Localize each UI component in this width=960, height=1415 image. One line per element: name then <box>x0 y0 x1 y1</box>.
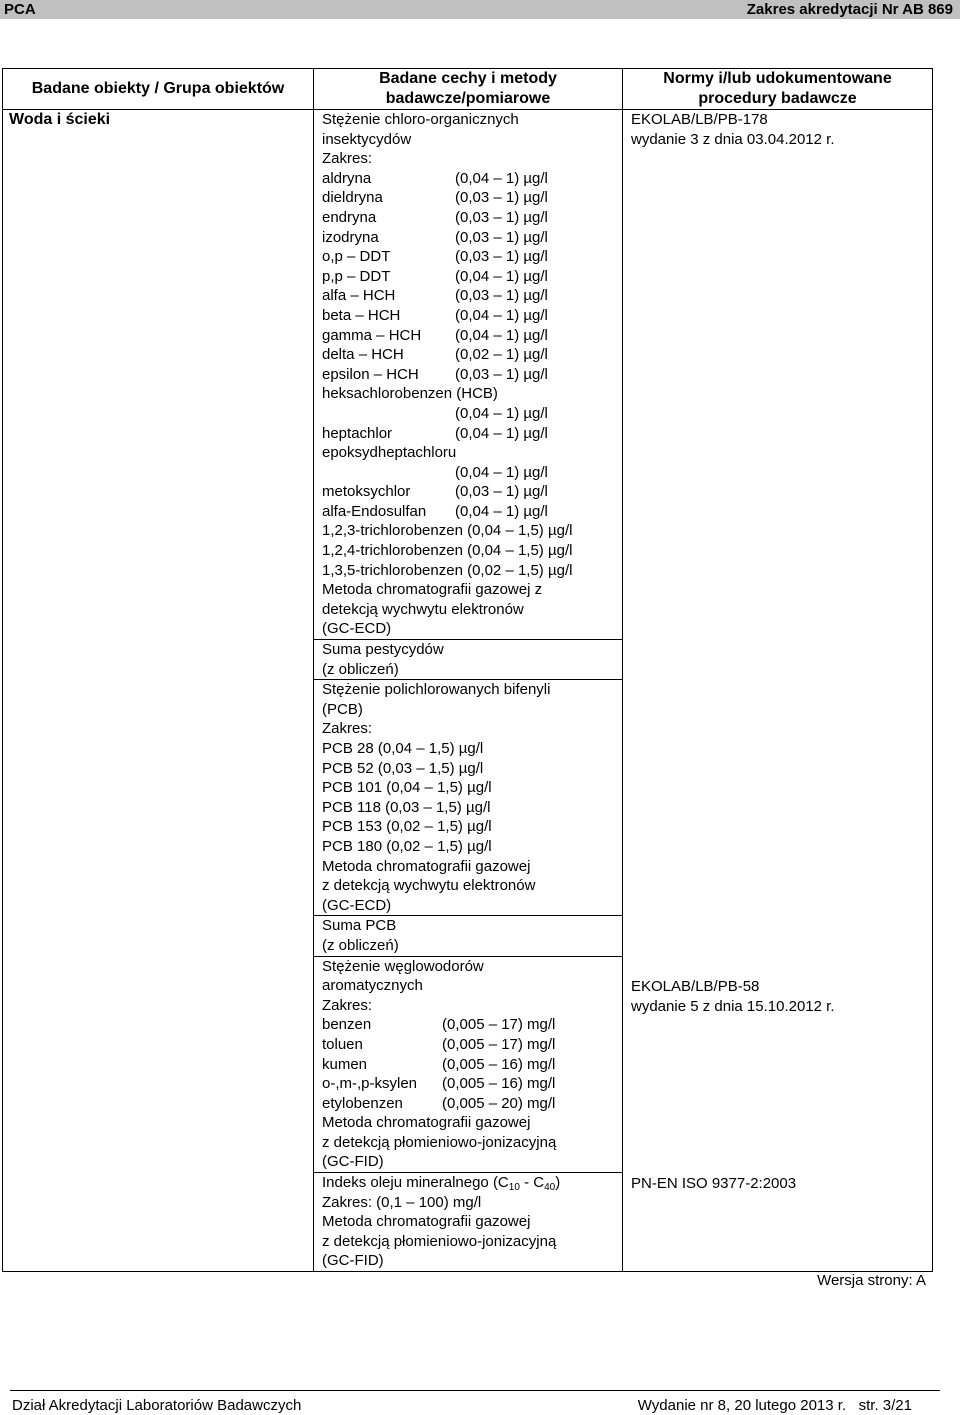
text-line: Metoda chromatografii gazowej <box>322 857 531 875</box>
text-line: Metoda chromatografii gazowej <box>322 1114 531 1132</box>
analyte-row <box>322 1094 618 1114</box>
analyte-range: (0,04 – 1) µg/l <box>455 404 548 422</box>
pcb-block <box>314 680 622 916</box>
text-line: z detekcją płomieniowo-jonizacyjną <box>322 1133 557 1151</box>
text-line: Metoda chromatografii gazowej <box>322 1213 531 1231</box>
page-header <box>0 0 960 19</box>
analyte-row <box>322 1055 618 1075</box>
analyte-row <box>322 365 618 385</box>
text-line: Stężenie węglowodorów <box>322 957 484 975</box>
text-line: (GC-ECD) <box>322 896 392 914</box>
analyte-row <box>322 247 618 267</box>
analyte-row <box>322 463 618 483</box>
analyte-name: p,p – DDT <box>322 267 391 285</box>
analyte-name: endryna <box>322 208 377 226</box>
analyte-range: (0,04 – 1) µg/l <box>455 502 548 520</box>
analyte-range: (0,03 – 1) µg/l <box>455 365 548 383</box>
analyte-row <box>322 228 618 248</box>
mineral-oil-index-block <box>314 1173 622 1271</box>
analyte-name: o,p – DDT <box>322 248 391 266</box>
header-methods: Badane cechy i metody badawcze/pomiarowe <box>314 69 623 110</box>
procedure-3: PN-EN ISO 9377-2:2003 <box>631 1175 797 1193</box>
text-line: PCB 28 (0,04 – 1,5) µg/l <box>322 740 484 757</box>
footer-department: Dział Akredytacji Laboratoriów Badawczych <box>12 1397 302 1414</box>
analyte-range: (0,04 – 1) µg/l <box>455 463 548 481</box>
text-line: (PCB) <box>322 700 363 718</box>
pcb-sum-block <box>314 916 622 956</box>
text-line: PCB 52 (0,03 – 1,5) µg/l <box>322 759 484 777</box>
analyte-range: (0,03 – 1) µg/l <box>455 248 548 266</box>
analyte-row <box>322 443 618 463</box>
text-line: insektycydów <box>322 130 412 148</box>
analyte-name: kumen <box>322 1055 368 1073</box>
analyte-name: epsilon – HCH <box>322 365 419 383</box>
analyte-range: (0,005 – 17) mg/l <box>442 1016 556 1034</box>
analyte-row <box>322 188 618 208</box>
analyte-range: (0,03 – 1) µg/l <box>455 208 548 226</box>
analyte-name: epoksydheptachloru <box>322 444 457 462</box>
analyte-row <box>322 345 618 365</box>
pesticides-sum-block <box>314 640 622 680</box>
analyte-range: (0,03 – 1) µg/l <box>455 483 548 501</box>
analyte-row <box>322 306 618 326</box>
text-line: (z obliczeń) <box>322 660 399 678</box>
analyte-row <box>322 1074 618 1094</box>
footer-edition: Wydanie nr 8, 20 lutego 2013 r. str. 3/21 <box>637 1397 912 1414</box>
analyte-name: dieldryna <box>322 189 383 207</box>
analyte-range: (0,005 – 16) mg/l <box>442 1055 556 1073</box>
text-line: (z obliczeń) <box>322 936 399 954</box>
analyte-name: toluen <box>322 1035 363 1053</box>
procedure-1: EKOLAB/LB/PB-178 wydanie 3 z dnia 03.04.2012 r. <box>631 111 835 148</box>
analyte-range: (0,03 – 1) µg/l <box>455 189 548 207</box>
analyte-name: etylobenzen <box>322 1094 403 1112</box>
accreditation-table <box>2 68 933 1272</box>
analyte-range: (0,04 – 1) µg/l <box>455 306 548 324</box>
analyte-range: (0,005 – 16) mg/l <box>442 1075 556 1093</box>
text-line: Stężenie chloro-organicznych <box>322 111 519 128</box>
page-version: Wersja strony: A <box>817 1272 926 1289</box>
text-line: (GC-FID) <box>322 1252 384 1270</box>
text-line: z detekcją płomieniowo-jonizacyjną <box>322 1232 557 1250</box>
text-line: detekcją wychwytu elektronów <box>322 600 524 618</box>
analyte-range: (0,04 – 1) µg/l <box>455 267 548 285</box>
text-line: 1,2,3-trichlorobenzen (0,04 – 1,5) µg/l <box>322 522 573 540</box>
chloro-organic-insecticides-block <box>314 110 622 640</box>
analyte-range: (0,02 – 1) µg/l <box>455 346 548 364</box>
text-line: Suma pestycydów <box>322 641 444 659</box>
analyte-row <box>322 502 618 522</box>
text-line: Metoda chromatografii gazowej z <box>322 581 543 599</box>
methods-cell <box>314 110 623 1272</box>
analyte-row <box>322 169 618 189</box>
analyte-row <box>322 1035 618 1055</box>
text-line: (GC-FID) <box>322 1153 384 1171</box>
text-line: PCB 101 (0,04 – 1,5) µg/l <box>322 779 492 797</box>
analyte-row <box>322 326 618 346</box>
analyte-row <box>322 424 618 444</box>
analyte-name: benzen <box>322 1016 372 1034</box>
analyte-name: o-,m-,p-ksylen <box>322 1075 418 1093</box>
footer-divider <box>10 1390 940 1391</box>
text-line: (GC-ECD) <box>322 620 392 638</box>
analyte-name: alfa-Endosulfan <box>322 502 427 520</box>
analyte-name: delta – HCH <box>322 346 404 364</box>
header-scope-title: Zakres akredytacji Nr AB 869 <box>746 1 953 18</box>
analyte-range: (0,005 – 20) mg/l <box>442 1094 556 1112</box>
text-line: Zakres: (0,1 – 100) mg/l <box>322 1193 482 1211</box>
text-line: Suma PCB <box>322 917 397 935</box>
text-line: Zakres: <box>322 996 373 1014</box>
table-header-row <box>3 69 933 110</box>
text-line: PCB 118 (0,03 – 1,5) µg/l <box>322 798 491 816</box>
header-org: PCA <box>4 1 36 18</box>
text-line: aromatycznych <box>322 977 423 995</box>
analyte-name: gamma – HCH <box>322 326 422 344</box>
analyte-range: (0,04 – 1) µg/l <box>455 169 548 187</box>
text-line: PCB 153 (0,02 – 1,5) µg/l <box>322 818 492 836</box>
mineral-oil-title: Indeks oleju mineralnego $(C_{10} - C_{40})$ <box>322 1174 561 1194</box>
procedures-cell <box>623 110 933 1272</box>
analyte-name: heksachlorobenzen (HCB) <box>322 385 498 403</box>
analyte-range: (0,04 – 1) µg/l <box>455 326 548 344</box>
analyte-row <box>322 404 618 424</box>
analyte-name: izodryna <box>322 228 379 246</box>
aromatic-hydrocarbons-block <box>314 957 622 1174</box>
analyte-range: (0,03 – 1) µg/l <box>455 287 548 305</box>
analyte-row <box>322 384 618 404</box>
text-line: z detekcją wychwytu elektronów <box>322 877 536 895</box>
analyte-name: alfa – HCH <box>322 287 396 305</box>
text-line: Zakres: <box>322 720 373 738</box>
analyte-range: (0,04 – 1) µg/l <box>455 424 548 442</box>
analyte-row <box>322 1015 618 1035</box>
text-line: 1,3,5-trichlorobenzen (0,02 – 1,5) µg/l <box>322 561 573 579</box>
analyte-range: (0,03 – 1) µg/l <box>455 228 548 246</box>
analyte-row <box>322 286 618 306</box>
analyte-row <box>322 482 618 502</box>
analyte-range: (0,005 – 17) mg/l <box>442 1035 556 1053</box>
analyte-name: aldryna <box>322 169 372 187</box>
text-line: PCB 180 (0,02 – 1,5) µg/l <box>322 837 492 855</box>
procedure-2: EKOLAB/LB/PB-58 wydanie 5 z dnia 15.10.2012 r. <box>631 978 835 1015</box>
table-row <box>3 110 933 1272</box>
header-objects: Badane obiekty / Grupa obiektów <box>3 69 314 110</box>
text-line: Stężenie polichlorowanych bifenyli <box>322 681 551 699</box>
analyte-name: metoksychlor <box>322 483 411 501</box>
analyte-name: heptachlor <box>322 424 393 442</box>
text-line: Zakres: <box>322 150 373 168</box>
analyte-name: beta – HCH <box>322 306 401 324</box>
analyte-row <box>322 267 618 287</box>
object-name: Woda i ścieki <box>9 111 111 128</box>
object-cell <box>3 110 314 1272</box>
header-norms: Normy i/lub udokumentowane procedury badawcze <box>623 69 933 110</box>
analyte-row <box>322 208 618 228</box>
text-line: 1,2,4-trichlorobenzen (0,04 – 1,5) µg/l <box>322 542 573 560</box>
